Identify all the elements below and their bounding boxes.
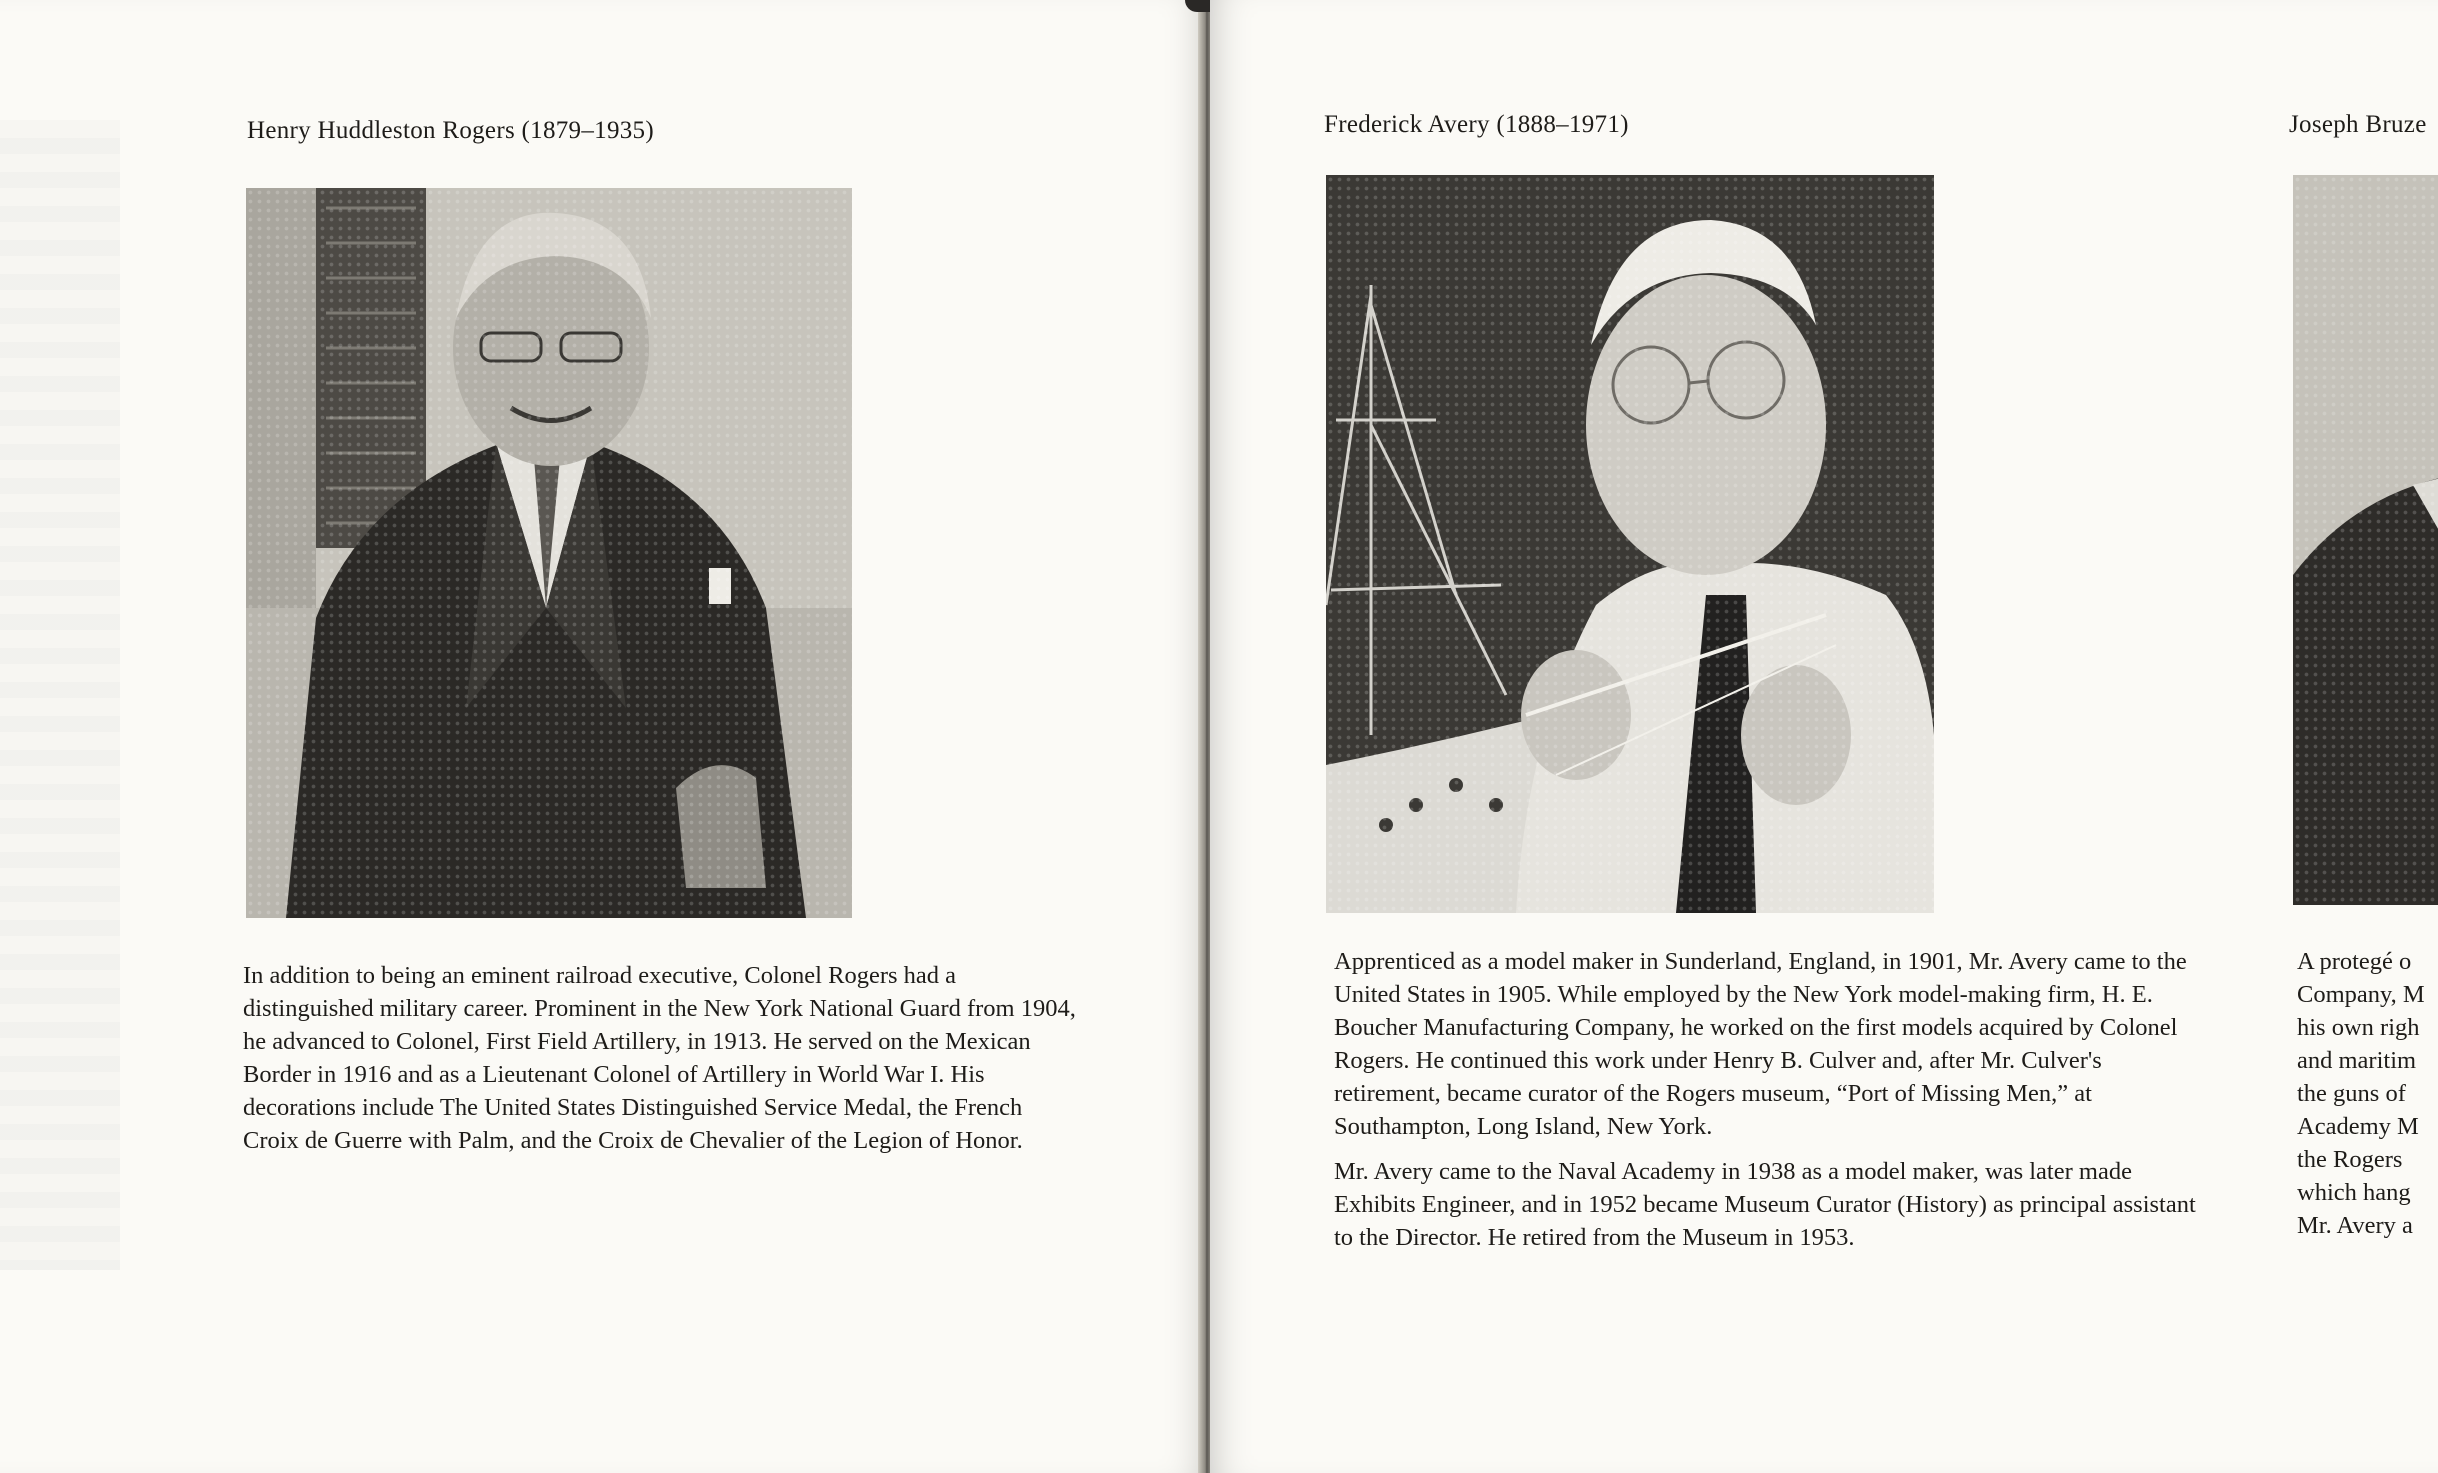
bruze-line: the guns of: [2297, 1080, 2406, 1107]
biography-avery: [1334, 945, 2214, 1266]
bruze-line: Mr. Avery a: [2297, 1212, 2413, 1239]
portrait-caption-avery: Frederick Avery (1888–1971): [1324, 111, 1629, 138]
bruze-line: Academy M: [2297, 1113, 2419, 1140]
portrait-caption-rogers: Henry Huddleston Rogers (1879–1935): [247, 117, 654, 144]
avery-photo-drawing: [1326, 175, 1934, 913]
show-through-text: [0, 120, 120, 1270]
right-page: [1210, 0, 2438, 1473]
left-page: [0, 0, 1206, 1473]
portrait-photo-bruze: [2293, 175, 2438, 905]
biography-avery-paragraph-1: Apprenticed as a model maker in Sunderland, England, in 1901, Mr. Avery came to the United States in 1905. While employed by the New York model-making firm, H. E. Boucher Manufacturing Company, he worked on the first models acquired by Colonel Rogers. He continued this work under Henry B. Culver and, after Mr. Culver's retirement, became curator of the Rogers museum, “Port of Missing Men,” at Southampton, Long Island, New York.: [1334, 948, 2187, 1140]
bruze-line: and maritim: [2297, 1047, 2417, 1074]
bruze-line: the Rogers: [2297, 1146, 2403, 1173]
bruze-photo-drawing: [2293, 175, 2438, 905]
rogers-photo-drawing: [246, 188, 852, 918]
bruze-line: Company, M: [2297, 981, 2425, 1008]
biography-bruze-partial: [2297, 945, 2438, 1242]
biography-avery-paragraph-2: Mr. Avery came to the Naval Academy in 1938 as a model maker, was later made Exhibits Engineer, and in 1952 became Museum Curator (History) as principal assistant to the Director. He retired from the Museum in 1953.: [1334, 1158, 2196, 1251]
biography-rogers: [243, 959, 1083, 1169]
portrait-caption-bruze: Joseph Bruze: [2289, 111, 2427, 138]
bruze-line: A protegé o: [2297, 948, 2412, 975]
biography-rogers-paragraph: In addition to being an eminent railroad executive, Colonel Rogers had a distinguished military career. Prominent in the New York National Guard from 1904, he advanced to Colonel, First Field Artillery, in 1913. He served on the Mexican Border in 1916 and as a Lieutenant Colonel of Artillery in World War I. His decorations include The United States Distinguished Service Medal, the French Croix de Guerre with Palm, and the Croix de Chevalier of the Legion of Honor.: [243, 962, 1076, 1154]
portrait-photo-rogers: [246, 188, 852, 918]
bruze-line: his own righ: [2297, 1014, 2420, 1041]
portrait-photo-avery: [1326, 175, 1934, 913]
bruze-line: which hang: [2297, 1179, 2411, 1206]
